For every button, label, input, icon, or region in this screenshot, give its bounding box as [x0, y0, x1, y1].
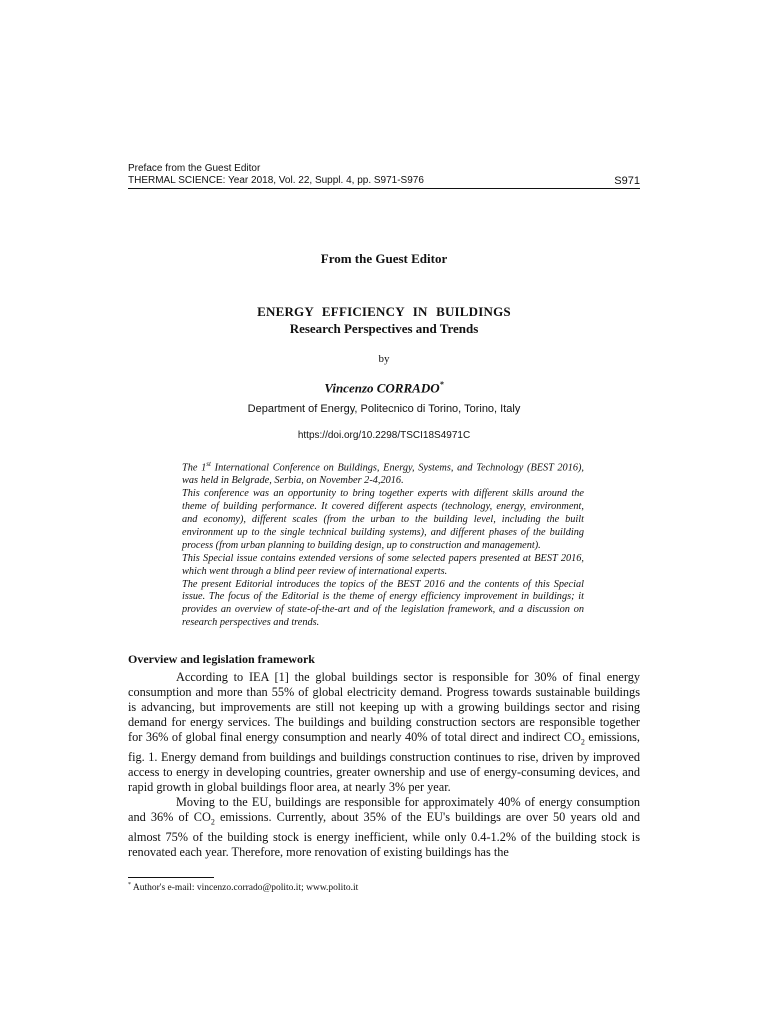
running-head-journal: [128, 175, 640, 187]
body-p2-text: Moving to the EU, buildings are responsible for approximately 40% of energy consumption and 36% of CO: [128, 794, 640, 824]
author-affiliation: Department of Energy, Politecnico di Torino, Torino, Italy: [247, 403, 521, 415]
abstract-p1-rest: International Conference on Buildings, Energy, Systems, and Technology (BEST 2016), was held in Belgrade, Serbia, on November 2-4,2016.: [182, 462, 585, 487]
footnote-rule: [128, 877, 214, 878]
journal-citation: THERMAL SCIENCE: Year 2018, Vol. 22, Suppl. 4, pp. S971-S976: [128, 175, 424, 186]
abstract-paragraph: [182, 458, 584, 488]
section-heading: Overview and legislation framework: [128, 652, 315, 666]
footnote-marker: *: [128, 882, 131, 888]
body-p1-text: According to IEA [1] the global buildings sector is responsible for 30% of final energy consumption and more than 55% of global electricity demand. Progress towards sustainable buildings is advancing, but improvements are still not keeping up with a growing buildings sector and rising demand for energy services. The buildings and building construction sectors are responsible together for 36% of global final energy consumption and nearly 40% of total direct and indirect CO: [128, 670, 640, 744]
body-paragraph: [128, 670, 640, 795]
ordinal-suffix: st: [206, 460, 211, 468]
subscript: 2: [580, 737, 585, 747]
body-paragraph: [128, 795, 640, 860]
footnote-text: Author's e-mail: vincenzo.corrado@polito.it; www.polito.it: [132, 883, 359, 894]
subscript: 2: [210, 817, 215, 827]
abstract-paragraph: This Special issue contains extended versions of some selected papers presented at BEST 2016, which went through a blind peer review of international experts.: [182, 552, 584, 577]
paper-title: ENERGY EFFICIENCY IN BUILDINGS: [257, 304, 511, 319]
abstract-paragraph: The present Editorial introduces the topics of the BEST 2016 and the contents of this Special issue. The focus of the Editorial is the theme of energy efficiency improvement in buildings; it provides an overview of state-of-the-art and of the legislation framework, and a discussion on research perspectives and trends.: [182, 578, 584, 629]
author-footnote-marker: *: [439, 380, 444, 389]
abstract-paragraph: This conference was an opportunity to bring together experts with different skills around the theme of building performance. It covered different aspects (technology, energy, environment, and economy), different scales (from the urban to the building level, including the built environment up to the single technical building systems), and different phases of the building process (from urban planning to building design, up to construction and management).: [182, 488, 584, 551]
footnote: [128, 882, 358, 893]
body-text: [128, 670, 640, 860]
page-number: S971: [614, 175, 640, 187]
paper-subtitle: Research Perspectives and Trends: [289, 321, 479, 336]
abstract-p1-prefix: The 1: [182, 462, 207, 474]
body-p1-text-cont: emissions, fig. 1. Energy demand from buildings and buildings construction continues to rise, driven by improved access to energy in developing countries, greater ownership and use of energy-consuming devices, and rapid growth in global buildings floor area, at nearly 3% per year.: [128, 729, 640, 794]
section-label: From the Guest Editor: [320, 251, 448, 266]
author-name-text: Vincenzo CORRADO: [324, 380, 440, 396]
abstract: [182, 458, 584, 630]
author-name: [128, 380, 640, 396]
byline: by: [378, 353, 390, 365]
doi-link[interactable]: https://doi.org/10.2298/TSCI18S4971C: [297, 430, 471, 441]
running-head-preface: Preface from the Guest Editor: [128, 163, 261, 174]
body-p2-text-cont: emissions. Currently, about 35% of the EU's buildings are over 50 years old and almost 75% of the building stock is energy inefficient, while only 0.4-1.2% of the building stock is renovated each year. Therefore, more renovation of existing buildings has the: [128, 809, 640, 859]
header-rule: [128, 188, 640, 189]
